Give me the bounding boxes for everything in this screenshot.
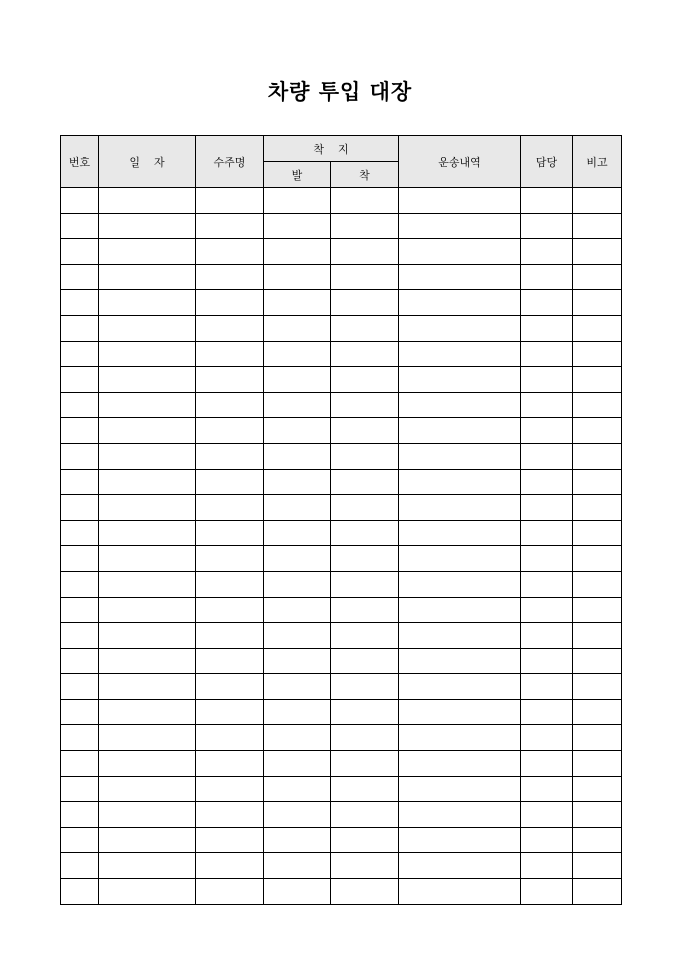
cell-remarks[interactable] [573,648,622,674]
cell-manager[interactable] [521,776,573,802]
cell-date[interactable] [99,853,196,879]
cell-depart[interactable] [264,341,331,367]
cell-remarks[interactable] [573,469,622,495]
cell-details[interactable] [399,495,521,521]
cell-manager[interactable] [521,648,573,674]
table-row [61,751,622,777]
cell-date[interactable] [99,623,196,649]
table-row [61,264,622,290]
cell-details[interactable] [399,367,521,393]
cell-depart[interactable] [264,776,331,802]
cell-details[interactable] [399,264,521,290]
table-row [61,827,622,853]
cell-manager[interactable] [521,853,573,879]
cell-manager[interactable] [521,879,573,905]
cell-number[interactable] [61,725,99,751]
table-row [61,443,622,469]
cell-remarks[interactable] [573,290,622,316]
cell-date[interactable] [99,648,196,674]
table-row [61,392,622,418]
cell-details[interactable] [399,879,521,905]
page-title: 차량 투입 대장 [267,79,413,104]
cell-arrive[interactable] [331,674,399,700]
table-row [61,315,622,341]
cell-arrive[interactable] [331,367,399,393]
cell-manager[interactable] [521,469,573,495]
cell-number[interactable] [61,853,99,879]
cell-depart[interactable] [264,623,331,649]
cell-details[interactable] [399,239,521,265]
cell-arrive[interactable] [331,213,399,239]
cell-date[interactable] [99,597,196,623]
header-number: 번호 [61,136,99,188]
cell-remarks[interactable] [573,802,622,828]
cell-client[interactable] [196,827,264,853]
cell-arrive[interactable] [331,623,399,649]
cell-remarks[interactable] [573,443,622,469]
ledger-body [61,188,622,905]
table-row [61,239,622,265]
cell-date[interactable] [99,188,196,214]
cell-manager[interactable] [521,546,573,572]
table-row [61,725,622,751]
cell-client[interactable] [196,213,264,239]
cell-manager[interactable] [521,495,573,521]
cell-manager[interactable] [521,188,573,214]
cell-remarks[interactable] [573,264,622,290]
cell-manager[interactable] [521,751,573,777]
cell-arrive[interactable] [331,648,399,674]
cell-date[interactable] [99,495,196,521]
cell-client[interactable] [196,879,264,905]
cell-remarks[interactable] [573,725,622,751]
cell-date[interactable] [99,725,196,751]
table-row [61,597,622,623]
cell-date[interactable] [99,367,196,393]
table-row [61,495,622,521]
cell-manager[interactable] [521,443,573,469]
cell-arrive[interactable] [331,239,399,265]
cell-depart[interactable] [264,264,331,290]
table-row [61,469,622,495]
cell-client[interactable] [196,418,264,444]
cell-remarks[interactable] [573,751,622,777]
cell-number[interactable] [61,392,99,418]
cell-arrive[interactable] [331,520,399,546]
table-row [61,853,622,879]
cell-number[interactable] [61,699,99,725]
table-row [61,699,622,725]
cell-details[interactable] [399,290,521,316]
cell-details[interactable] [399,213,521,239]
cell-number[interactable] [61,443,99,469]
cell-details[interactable] [399,392,521,418]
cell-arrive[interactable] [331,495,399,521]
cell-number[interactable] [61,264,99,290]
cell-details[interactable] [399,674,521,700]
cell-manager[interactable] [521,725,573,751]
cell-depart[interactable] [264,853,331,879]
cell-number[interactable] [61,188,99,214]
cell-details[interactable] [399,776,521,802]
cell-date[interactable] [99,571,196,597]
cell-client[interactable] [196,239,264,265]
vehicle-log-table [60,135,622,905]
cell-arrive[interactable] [331,802,399,828]
table-row [61,520,622,546]
table-row [61,418,622,444]
cell-arrive[interactable] [331,853,399,879]
cell-manager[interactable] [521,571,573,597]
cell-date[interactable] [99,290,196,316]
cell-number[interactable] [61,367,99,393]
cell-date[interactable] [99,392,196,418]
cell-details[interactable] [399,802,521,828]
cell-remarks[interactable] [573,341,622,367]
cell-client[interactable] [196,341,264,367]
cell-number[interactable] [61,315,99,341]
cell-depart[interactable] [264,699,331,725]
cell-date[interactable] [99,699,196,725]
header-depart: 발 [264,162,331,188]
cell-number[interactable] [61,213,99,239]
cell-number[interactable] [61,495,99,521]
cell-client[interactable] [196,648,264,674]
header-destination: 착 지 [264,136,399,162]
cell-manager[interactable] [521,802,573,828]
cell-depart[interactable] [264,495,331,521]
cell-remarks[interactable] [573,623,622,649]
cell-details[interactable] [399,751,521,777]
cell-remarks[interactable] [573,367,622,393]
cell-details[interactable] [399,341,521,367]
cell-client[interactable] [196,725,264,751]
header-manager: 담당 [521,136,573,188]
cell-date[interactable] [99,213,196,239]
cell-details[interactable] [399,469,521,495]
cell-arrive[interactable] [331,392,399,418]
cell-manager[interactable] [521,520,573,546]
cell-client[interactable] [196,597,264,623]
cell-arrive[interactable] [331,188,399,214]
cell-number[interactable] [61,776,99,802]
cell-arrive[interactable] [331,443,399,469]
cell-arrive[interactable] [331,597,399,623]
cell-remarks[interactable] [573,879,622,905]
cell-details[interactable] [399,648,521,674]
cell-remarks[interactable] [573,776,622,802]
header-arrive: 착 [331,162,399,188]
cell-remarks[interactable] [573,495,622,521]
cell-details[interactable] [399,623,521,649]
cell-arrive[interactable] [331,879,399,905]
cell-number[interactable] [61,290,99,316]
cell-details[interactable] [399,571,521,597]
cell-remarks[interactable] [573,188,622,214]
cell-manager[interactable] [521,674,573,700]
cell-date[interactable] [99,469,196,495]
cell-date[interactable] [99,776,196,802]
cell-client[interactable] [196,443,264,469]
cell-details[interactable] [399,315,521,341]
cell-number[interactable] [61,674,99,700]
cell-details[interactable] [399,188,521,214]
cell-remarks[interactable] [573,597,622,623]
cell-number[interactable] [61,751,99,777]
cell-details[interactable] [399,418,521,444]
cell-details[interactable] [399,546,521,572]
cell-remarks[interactable] [573,827,622,853]
cell-remarks[interactable] [573,418,622,444]
cell-remarks[interactable] [573,239,622,265]
cell-number[interactable] [61,341,99,367]
cell-arrive[interactable] [331,725,399,751]
cell-arrive[interactable] [331,315,399,341]
cell-date[interactable] [99,674,196,700]
cell-arrive[interactable] [331,546,399,572]
cell-manager[interactable] [521,290,573,316]
cell-client[interactable] [196,469,264,495]
cell-arrive[interactable] [331,469,399,495]
cell-manager[interactable] [521,827,573,853]
cell-depart[interactable] [264,827,331,853]
cell-remarks[interactable] [573,392,622,418]
header-details: 운송내역 [399,136,521,188]
cell-manager[interactable] [521,623,573,649]
cell-client[interactable] [196,188,264,214]
cell-date[interactable] [99,264,196,290]
cell-client[interactable] [196,392,264,418]
cell-client[interactable] [196,546,264,572]
cell-arrive[interactable] [331,341,399,367]
cell-date[interactable] [99,751,196,777]
cell-details[interactable] [399,443,521,469]
cell-depart[interactable] [264,443,331,469]
cell-depart[interactable] [264,674,331,700]
cell-depart[interactable] [264,725,331,751]
cell-depart[interactable] [264,879,331,905]
cell-depart[interactable] [264,648,331,674]
cell-arrive[interactable] [331,290,399,316]
cell-depart[interactable] [264,571,331,597]
cell-manager[interactable] [521,315,573,341]
cell-client[interactable] [196,264,264,290]
cell-date[interactable] [99,315,196,341]
cell-number[interactable] [61,239,99,265]
cell-manager[interactable] [521,213,573,239]
header-remarks: 비고 [573,136,622,188]
cell-date[interactable] [99,418,196,444]
cell-depart[interactable] [264,597,331,623]
cell-date[interactable] [99,827,196,853]
cell-depart[interactable] [264,546,331,572]
cell-details[interactable] [399,699,521,725]
cell-depart[interactable] [264,290,331,316]
cell-arrive[interactable] [331,699,399,725]
header-client: 수주명 [196,136,264,188]
cell-client[interactable] [196,571,264,597]
cell-depart[interactable] [264,802,331,828]
cell-remarks[interactable] [573,213,622,239]
cell-client[interactable] [196,623,264,649]
cell-client[interactable] [196,674,264,700]
cell-client[interactable] [196,853,264,879]
table-row [61,648,622,674]
cell-number[interactable] [61,648,99,674]
cell-arrive[interactable] [331,751,399,777]
cell-number[interactable] [61,597,99,623]
cell-details[interactable] [399,597,521,623]
cell-date[interactable] [99,443,196,469]
cell-client[interactable] [196,495,264,521]
cell-arrive[interactable] [331,418,399,444]
cell-number[interactable] [61,571,99,597]
cell-arrive[interactable] [331,827,399,853]
header-date: 일 자 [99,136,196,188]
cell-client[interactable] [196,776,264,802]
cell-client[interactable] [196,699,264,725]
cell-manager[interactable] [521,418,573,444]
cell-number[interactable] [61,520,99,546]
cell-client[interactable] [196,751,264,777]
cell-number[interactable] [61,469,99,495]
cell-date[interactable] [99,520,196,546]
table-row [61,188,622,214]
cell-date[interactable] [99,341,196,367]
cell-client[interactable] [196,315,264,341]
cell-remarks[interactable] [573,674,622,700]
cell-date[interactable] [99,802,196,828]
cell-manager[interactable] [521,597,573,623]
cell-client[interactable] [196,367,264,393]
cell-client[interactable] [196,290,264,316]
cell-manager[interactable] [521,699,573,725]
table-row [61,546,622,572]
table-row [61,674,622,700]
table-row [61,571,622,597]
table-row [61,802,622,828]
cell-details[interactable] [399,853,521,879]
cell-manager[interactable] [521,239,573,265]
cell-arrive[interactable] [331,571,399,597]
cell-date[interactable] [99,239,196,265]
cell-manager[interactable] [521,367,573,393]
cell-depart[interactable] [264,418,331,444]
cell-remarks[interactable] [573,571,622,597]
cell-client[interactable] [196,802,264,828]
cell-depart[interactable] [264,188,331,214]
table-row [61,213,622,239]
cell-remarks[interactable] [573,315,622,341]
cell-remarks[interactable] [573,546,622,572]
cell-remarks[interactable] [573,853,622,879]
cell-details[interactable] [399,520,521,546]
cell-depart[interactable] [264,367,331,393]
cell-depart[interactable] [264,469,331,495]
cell-number[interactable] [61,827,99,853]
cell-arrive[interactable] [331,264,399,290]
table-row [61,776,622,802]
cell-depart[interactable] [264,520,331,546]
cell-remarks[interactable] [573,520,622,546]
cell-number[interactable] [61,879,99,905]
cell-remarks[interactable] [573,699,622,725]
table-row [61,341,622,367]
cell-number[interactable] [61,623,99,649]
cell-manager[interactable] [521,341,573,367]
cell-depart[interactable] [264,315,331,341]
cell-arrive[interactable] [331,776,399,802]
table-row [61,623,622,649]
cell-details[interactable] [399,827,521,853]
cell-date[interactable] [99,879,196,905]
cell-depart[interactable] [264,239,331,265]
cell-number[interactable] [61,802,99,828]
cell-depart[interactable] [264,213,331,239]
cell-depart[interactable] [264,392,331,418]
cell-details[interactable] [399,725,521,751]
cell-date[interactable] [99,546,196,572]
cell-number[interactable] [61,546,99,572]
table-row [61,290,622,316]
table-row [61,367,622,393]
table-row [61,879,622,905]
cell-client[interactable] [196,520,264,546]
cell-manager[interactable] [521,264,573,290]
cell-manager[interactable] [521,392,573,418]
cell-number[interactable] [61,418,99,444]
cell-depart[interactable] [264,751,331,777]
